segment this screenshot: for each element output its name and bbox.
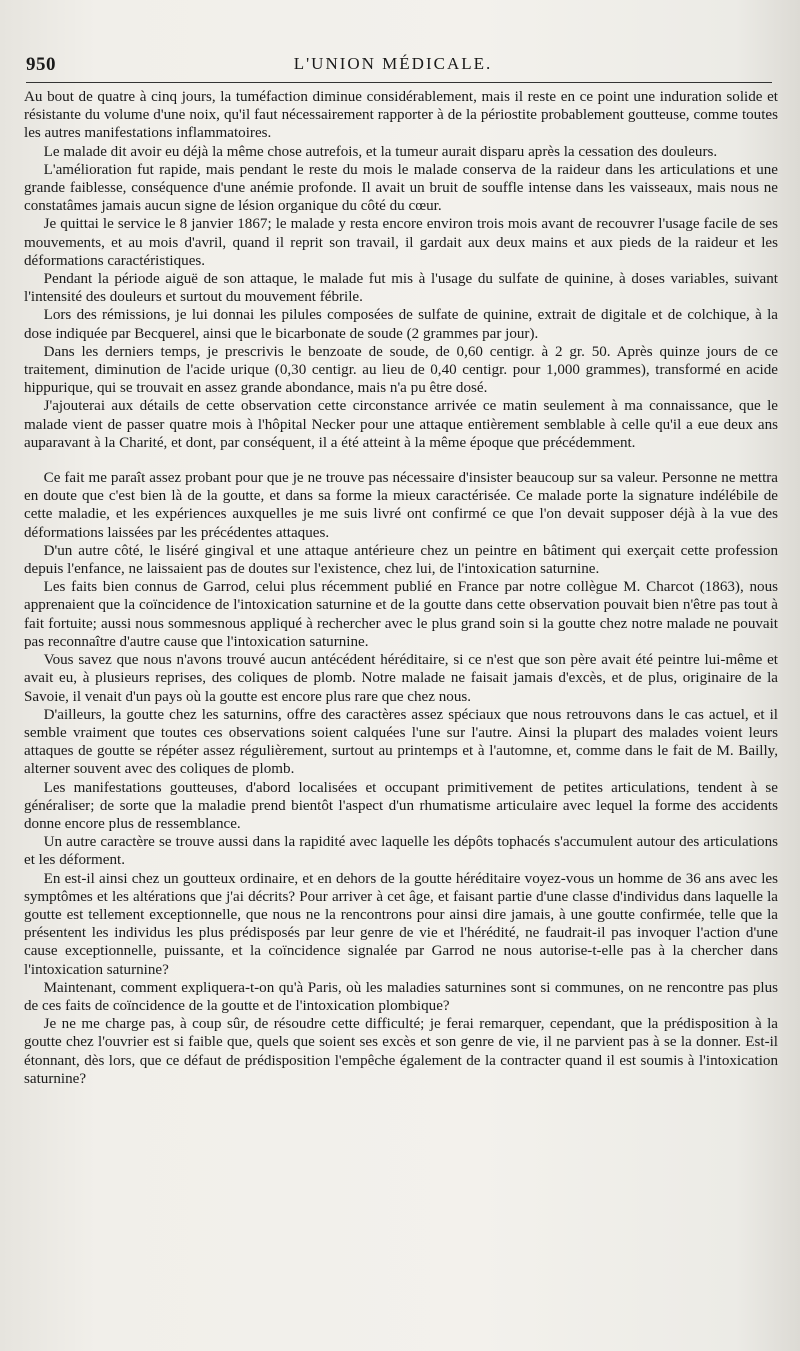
paragraph: Je ne me charge pas, à coup sûr, de résoudre cette difficulté; je ferai remarquer, cependant, que la prédisposition à la goutte chez l'ouvrier est si faible que, quels que soient ses excès et son genre de vie, il ne parvient pas à se la donner. Est-il étonnant, dès lors, que ce défaut de prédisposition l'empêche également de la contracter quand il est soumis à l'intoxication saturnine? <box>24 1016 778 1087</box>
paragraph: Je quittai le service le 8 janvier 1867; le malade y resta encore environ trois mois avant de recouvrer l'usage facile de ses mouvements, et au mois d'avril, quand il reprit son travail, il gardait aux deux mains et aux pieds de la raideur et les déformations caractéristiques. <box>24 216 778 269</box>
paragraph: D'ailleurs, la goutte chez les saturnins, offre des caractères assez spéciaux que nous retrouvons dans le cas actuel, et il semble vraiment que toutes ces observations soient calquées l'une sur l'autre. Ainsi la plupart des malades voient leurs attaques de goutte se répéter assez régulièrement, surtout au printemps et à l'automne, et, comme dans le fait de M. Bailly, alterner souvent avec des coliques de plomb. <box>24 706 778 778</box>
paragraph: Un autre caractère se trouve aussi dans la rapidité avec laquelle les dépôts tophacés s'accumulent autour des articulations et les déforment. <box>24 834 778 869</box>
paragraph: J'ajouterai aux détails de cette observation cette circonstance arrivée ce matin seulement à ma connaissance, que le malade vient de passer quatre mois à l'hôpital Necker pour une attaque entièrement semblable à celle qu'il a eue deux ans auparavant à la Charité, et dont, par conséquent, il a été atteint à la même époque que précédemment. <box>24 398 778 451</box>
journal-title: L'UNION MÉDICALE. <box>293 54 493 73</box>
header-rule <box>26 82 772 83</box>
paragraph: Dans les derniers temps, je prescrivis le benzoate de soude, de 0,60 centigr. à 2 gr. 50. Après quinze jours de ce traitement, diminution de l'acide urique (0,30 centigr. au lieu de 0,40 centigr. pour 1,000 grammes), transformé en acide hippurique, qui se trouvait en assez grande abondance, mais n'a pu être dosé. <box>24 343 778 397</box>
paragraph: Le malade dit avoir eu déjà la même chose autrefois, et la tumeur aurait disparu après la cessation des douleurs. <box>43 143 718 160</box>
paragraph: Lors des rémissions, je lui donnai les pilules composées de sulfate de quinine, extrait de digitale et de colchique, à la dose indiquée par Becquerel, ainsi que le bicarbonate de soude (2 grammes par jour). <box>24 307 778 342</box>
paragraph: D'un autre côté, le liséré gingival et une attaque antérieure chez un peintre en bâtiment qui exerçait cette profession depuis l'enfance, ne laissaient pas de doutes sur l'existence, chez lui, de l'intoxication saturnine. <box>24 542 778 578</box>
running-header <box>26 52 760 82</box>
paragraph: Les faits bien connus de Garrod, celui plus récemment publié en France par notre collègue M. Charcot (1863), nous apprenaient que la coïncidence de l'intoxication saturnine et de la goutte dans cette observation pouvait bien n'être pas tout à fait fortuite; aussi nous sommesnous appliqué à rechercher avec le plus grand soin si la goutte chez notre malade ne pouvait pas reconnaître d'autre cause que l'intoxication saturnine. <box>24 579 778 650</box>
paragraph: Au bout de quatre à cinq jours, la tuméfaction diminue considérablement, mais il reste en ce point une induration solide et résistante du volume d'une noix, qu'il faut nécessairement rapporter à de la périostite probablement goutteuse, comme toutes les autres manifestations inflammatoires. <box>24 89 778 142</box>
paragraph: Maintenant, comment expliquera-t-on qu'à Paris, où les maladies saturnines sont si communes, on ne rencontre pas plus de ces faits de coïncidence de la goutte et de l'intoxication plombique? <box>24 979 778 1014</box>
paragraph: L'amélioration fut rapide, mais pendant le reste du mois le malade conserva de la raideur dans les articulations et une grande faiblesse, conséquence d'une anémie profonde. Il avait un bruit de souffle intense dans les vaisseaux, mais nous ne constatâmes jamais aucun signe de lésion organique du côté du cœur. <box>24 161 778 215</box>
page-number: 950 <box>26 54 56 75</box>
paragraph: Ce fait me paraît assez probant pour que je ne trouve pas nécessaire d'insister beaucoup sur sa valeur. Personne ne mettra en doute que c'est bien là de la goutte, et dans sa forme la mieux caractérisée. Ce malade porte la signature indélébile de cette maladie, et les expériences auxquelles je me suis livré ont confirmé ce que l'on devait supposer déjà à la vue des déformations laissées par les précédentes attaques. <box>24 470 778 541</box>
article-body <box>24 88 778 1088</box>
paragraph: En est-il ainsi chez un goutteux ordinaire, et en dehors de la goutte héréditaire voyez-vous un homme de 36 ans avec les symptômes et les altérations que j'ai décrits? Pour arriver à cet âge, et faisant partie d'une classe d'individus dans laquelle la goutte est tellement exceptionnelle, que nous ne la rencontrons pour ainsi dire jamais, à une goutte confirmée, telle que la présentent les individus les plus prédisposés par leur genre de vie et l'hérédité, ne faudrait-il pas invoquer l'action d'une cause exceptionnelle, puissante, et la coïncidence signalée par Garrod ne nous autorise-t-elle pas à la chercher dans l'intoxication saturnine? <box>24 870 778 978</box>
paragraph: Pendant la période aiguë de son attaque, le malade fut mis à l'usage du sulfate de quinine, à doses variables, suivant l'intensité des douleurs et surtout du mouvement fébrile. <box>24 271 778 306</box>
paragraph: Les manifestations goutteuses, d'abord localisées et occupant primitivement de petites articulations, tendent à se généraliser; de sorte que la maladie prend bientôt l'aspect d'un rhumatisme articulaire avec lequel la forme des accidents donne encore plus de ressemblance. <box>24 779 778 832</box>
section-gap <box>24 452 778 469</box>
paragraph: Vous savez que nous n'avons trouvé aucun antécédent héréditaire, si ce n'est que son père avait été peintre lui-même et avait eu, à plusieurs reprises, des coliques de plomb. Notre malade ne faisait jamais d'excès, et de plus, originaire de la Savoie, il venait d'un pays où la goutte est encore plus rare que chez nous. <box>24 652 778 705</box>
